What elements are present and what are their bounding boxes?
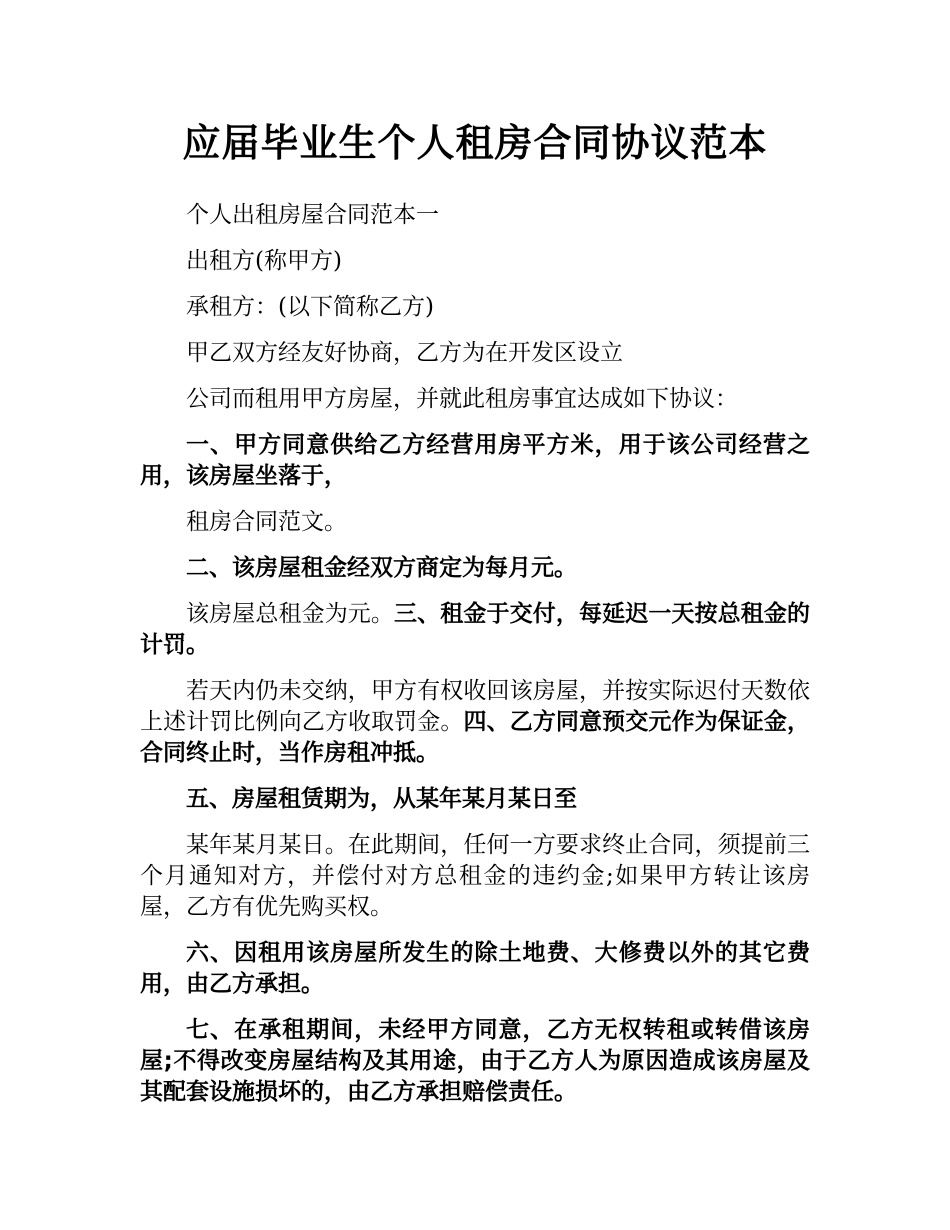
paragraph: [140, 430, 810, 492]
paragraph-text: 某年某月某日。在此期间，任何一方要求终止合同，须提前三个月通知对方，并偿付对方总租金的违约金;如果甲方转让该房屋，乙方有优先购买权。: [140, 832, 810, 920]
clause-text: 七、在承租期间，未经甲方同意，乙方无权转租或转借该房屋;不得改变房屋结构及其用途，由于乙方人为原因造成该房屋及其配套设施损坏的，由乙方承担赔偿责任。: [140, 1017, 810, 1105]
clause-text: 四、乙方同意预交元作为保证金，合同终止时，当作房租冲抵。: [140, 709, 811, 766]
paragraph-text: 承租方：(以下简称乙方): [186, 294, 434, 320]
clause-text: 二、该房屋租金经双方商定为每月元。: [186, 555, 577, 581]
paragraph: [140, 553, 810, 584]
paragraph-text: 甲乙双方经友好协商，乙方为在开发区设立: [186, 340, 623, 366]
clause-text: 六、因租用该房屋所发生的除土地费、大修费以外的其它费用，由乙方承担。: [140, 940, 810, 997]
paragraph: [140, 676, 810, 769]
paragraph-text: 该房屋总租金为元。: [186, 601, 395, 627]
paragraph: [140, 292, 810, 323]
clause-text: 五、房屋租赁期为，从某年某月某日至: [186, 786, 577, 812]
paragraph-text: 个人出租房屋合同范本一: [186, 202, 439, 228]
paragraph: [140, 507, 810, 538]
paragraph-text: 租房合同范文。: [186, 509, 347, 535]
paragraph: [140, 784, 810, 815]
document-body: [140, 200, 810, 1108]
paragraph: [140, 384, 810, 415]
paragraph: [140, 1015, 810, 1108]
paragraph: [140, 599, 810, 661]
clause-text: 一、甲方同意供给乙方经营用房平方米，用于该公司经营之用，该房屋坐落于，: [140, 432, 810, 489]
paragraph: [140, 830, 810, 923]
document-title: 应届毕业生个人租房合同协议范本: [182, 121, 768, 165]
paragraph-text: 公司而租用甲方房屋，并就此租房事宜达成如下协议：: [186, 386, 738, 412]
paragraph-text: 出租方(称甲方): [186, 248, 342, 274]
clause-text: 三、租金于交付，每延迟一天按总租金的计罚。: [140, 601, 811, 658]
paragraph: [140, 938, 810, 1000]
paragraph: [140, 246, 810, 277]
paragraph: [140, 200, 810, 231]
paragraph: [140, 338, 810, 369]
paragraph-text: 若天内仍未交纳，甲方有权收回该房屋，并按实际迟付天数依上述计罚比例向乙方收取罚金。: [140, 678, 810, 735]
